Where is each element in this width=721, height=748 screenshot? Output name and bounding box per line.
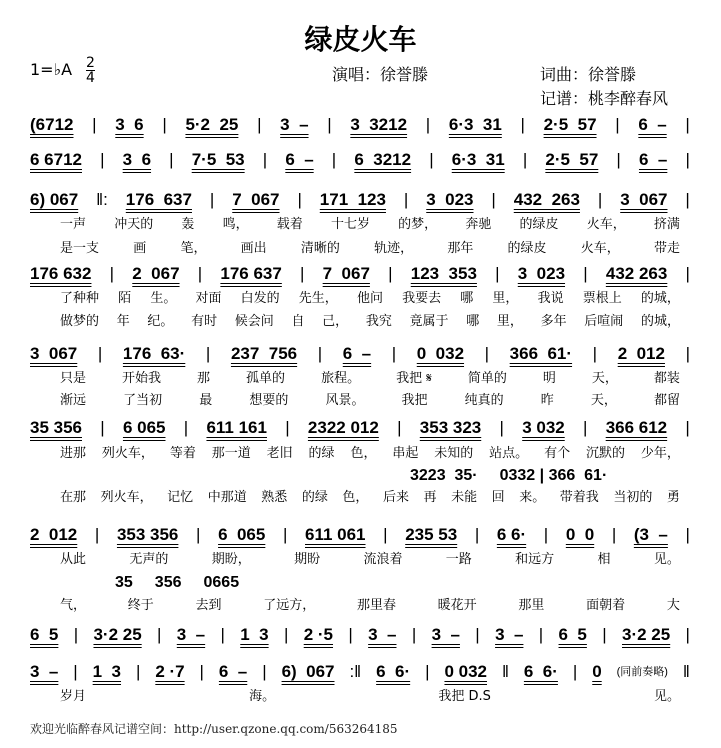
lyric-word: 等着 [169, 446, 196, 461]
lyric-word: 那里 [518, 598, 545, 613]
barline: | [97, 344, 103, 363]
measure: 7 067 [322, 264, 370, 283]
barline: | [616, 150, 621, 169]
measure: 6) 067 [30, 190, 79, 209]
measure: 432 263 [605, 264, 668, 283]
measure: 3·2 25 [622, 625, 671, 644]
lyric-word: 中那道 [207, 490, 247, 505]
lyric-word: 轨迹， [374, 241, 414, 256]
barline: | [572, 662, 578, 681]
barline: | [538, 625, 544, 644]
lyric-word: 面朝着 [586, 598, 626, 613]
measure: 176 632 [30, 264, 92, 283]
measure: 1 3 [92, 662, 122, 681]
lyric-word: 最 [199, 393, 213, 408]
lyric-word: 多年 [540, 314, 567, 329]
lyric-word: 里， [496, 314, 523, 329]
lyric-word: 他问 [356, 291, 383, 306]
time-bottom: 4 [86, 70, 95, 86]
lyric-word: 想要的 [249, 393, 289, 408]
measure: 2 ·5 [303, 625, 334, 644]
lyric-word: 都装 [653, 371, 680, 386]
lyric-word: 熟悉 [261, 490, 288, 505]
lyric-word: 气， [60, 598, 87, 613]
measure: 3 023 [517, 264, 566, 283]
notes-line [30, 523, 690, 547]
lyric-word: 有时 [191, 314, 218, 329]
barline: | [205, 344, 211, 363]
barline: | [262, 150, 268, 169]
measure: 35 356 [30, 418, 82, 437]
notes-line [30, 416, 690, 440]
measure: 7·5 53 [191, 150, 245, 169]
lyric-word: 的绿 [301, 490, 328, 505]
lyric-word: 期盼 [294, 552, 321, 567]
notes-line [30, 148, 690, 172]
barline: | [592, 344, 598, 363]
measure: 3 – [495, 625, 524, 644]
lyric-word: 相 [597, 552, 611, 567]
lyric-word: 白发的 [240, 291, 280, 306]
barline: | [100, 150, 105, 169]
lyric-word: 的城， [640, 314, 680, 329]
lyric-word: 未知的 [434, 446, 474, 461]
barline: | [397, 418, 402, 437]
barline: | [283, 625, 289, 644]
barline: | [484, 344, 490, 363]
barline: | [73, 625, 79, 644]
measure: 3 – [176, 625, 206, 644]
barline: | [157, 625, 162, 644]
lyric-word: 的绿皮 [519, 217, 559, 232]
measure: 3 023 [426, 190, 474, 209]
lyric-word: 十七岁 [330, 217, 370, 232]
lyric-word: 无声的 [129, 552, 169, 567]
measure: 2 067 [132, 264, 180, 283]
measure: 2·5 57 [545, 150, 599, 169]
lyric-word: 先生， [298, 291, 338, 306]
lyric-word: 带走 [653, 241, 680, 256]
measure: 2322 012 [307, 418, 379, 437]
key-signature: 1=♭A [30, 60, 73, 79]
song-title: 绿皮火车 [304, 23, 417, 56]
measure: 5·2 25 [185, 115, 239, 134]
measure: 123 353 [410, 264, 477, 283]
notes-line [30, 342, 690, 366]
measure: 3 067 [30, 344, 78, 363]
barline: | [685, 344, 690, 363]
lyric-word: 只是 [60, 371, 87, 386]
measure: 6 6· [523, 662, 558, 681]
lyric-word: 我把 D.S [438, 689, 491, 704]
lyric-word: 了种种 [60, 291, 100, 306]
measure: (6712 [30, 115, 74, 134]
lyric-word: 后来 [382, 490, 409, 505]
lyric-word: 那里春 [356, 598, 396, 613]
lyric-word: 站点。 [489, 446, 529, 461]
measure: 3 – [368, 625, 397, 644]
lyric-word: 我究 [365, 314, 392, 329]
barline: | [282, 525, 288, 544]
lyric-word: 大 [666, 598, 680, 613]
barline: | [285, 418, 290, 437]
lyric-word: 进那 [60, 446, 87, 461]
barline: | [474, 525, 480, 544]
lyric-word: 色， [350, 446, 377, 461]
barline: | [300, 264, 305, 283]
measure: 0 032 [444, 662, 487, 681]
measure: 6 6· [376, 662, 411, 681]
lyric-word: 海。 [249, 689, 276, 704]
measure: 3 067 [620, 190, 668, 209]
measure: 7 067 [232, 190, 280, 209]
measure: 366 61· [509, 344, 573, 363]
barline: | [197, 264, 203, 283]
lyric-word: 的梦， [398, 217, 438, 232]
barline: | [429, 150, 434, 169]
lyric-word: 我把 𝄋 [396, 371, 432, 386]
lyric-word: 暖花开 [437, 598, 477, 613]
lyric-word: 昨 [540, 393, 554, 408]
lyrics-line [60, 489, 680, 507]
barline: | [425, 115, 431, 134]
measure: 6 – [638, 150, 668, 169]
lyric-word: 列火车， [100, 490, 153, 505]
lyric-word: 竟属于 [409, 314, 449, 329]
measure: 6 5 [558, 625, 587, 644]
measure: 6 – [285, 150, 314, 169]
lyrics-line [60, 216, 680, 234]
lyric-word: 纯真的 [464, 393, 504, 408]
lyric-word: 老旧 [266, 446, 293, 461]
lyric-word: 清晰的 [300, 241, 340, 256]
measure: (3 – [633, 525, 668, 544]
lyrics-line [60, 445, 680, 463]
composer-credit: 词曲：徐誉滕 [540, 65, 637, 84]
lyric-word: 的绿 [308, 446, 335, 461]
lyric-word: 一声 [60, 217, 87, 232]
notes-line [30, 660, 690, 684]
barline: ‖: [96, 190, 108, 209]
measure: 6 6712 [30, 150, 82, 169]
measure: 366 612 [605, 418, 668, 437]
barline: | [411, 625, 417, 644]
measure: 3 6 [115, 115, 144, 134]
measure: 611 061 [305, 525, 366, 544]
measure: 611 161 [206, 418, 267, 437]
barline: | [685, 115, 690, 134]
barline: | [611, 525, 617, 544]
lyric-word: 己， [322, 314, 349, 329]
lyric-word: 风景。 [325, 393, 365, 408]
barline: | [499, 418, 504, 437]
measure: 6) 067 [281, 662, 335, 681]
measure: 3 – [431, 625, 460, 644]
lyric-word: 记忆 [167, 490, 194, 505]
measure: 1 3 [240, 625, 269, 644]
barline: | [209, 190, 215, 209]
measure: 3·2 25 [93, 625, 142, 644]
barline: | [257, 115, 262, 134]
barline: | [183, 418, 189, 437]
measure: 6 – [218, 662, 248, 681]
lyric-word: 有个 [544, 446, 571, 461]
lyric-word: 奔驰 [465, 217, 492, 232]
lyric-word: 色， [342, 490, 369, 505]
lyric-word: 火车， [586, 217, 626, 232]
lyric-word: 是一支 [60, 241, 100, 256]
lyrics-line [60, 290, 680, 308]
lyric-word: 生。 [150, 291, 177, 306]
measure: 3 3212 [350, 115, 408, 134]
lyric-word: 勇 [666, 490, 680, 505]
barline: | [388, 264, 393, 283]
measure: 6 5 [30, 625, 59, 644]
barline: | [162, 115, 167, 134]
barline: | [475, 625, 480, 644]
lyric-word: 里， [492, 291, 519, 306]
barline: | [327, 115, 332, 134]
barline: | [317, 344, 323, 363]
barline: | [262, 662, 267, 681]
lyric-word: 哪 [460, 291, 474, 306]
lyric-word: 天， [590, 393, 617, 408]
lyric-word: 鸣， [222, 217, 249, 232]
measure: 6 – [638, 115, 667, 134]
barline: | [383, 525, 388, 544]
time-top: 2 [86, 55, 95, 71]
measure: 176 63· [122, 344, 186, 363]
lyric-word: 和远方 [515, 552, 555, 567]
lyric-word: 那年 [447, 241, 474, 256]
lyric-word: 画 [133, 241, 147, 256]
barline: | [685, 418, 690, 437]
measure: 2·5 57 [543, 115, 597, 134]
lyric-word: 载着 [276, 217, 303, 232]
lyrics-line [60, 313, 680, 331]
lyric-word: 少年， [640, 446, 680, 461]
lyric-word: 那一道 [211, 446, 251, 461]
alt-notes-line [410, 466, 607, 486]
lyrics-line [60, 688, 680, 706]
lyric-word: 见。 [653, 689, 680, 704]
lyric-word: 票根上 [582, 291, 622, 306]
lyric-word: 在那 [60, 490, 87, 505]
measure: 432 263 [513, 190, 580, 209]
lyric-word: 我要去 [402, 291, 442, 306]
notes-line [30, 188, 690, 212]
lyric-word: 轰 [181, 217, 195, 232]
measure: 237 756 [230, 344, 298, 363]
barline: | [109, 264, 115, 283]
lyric-word: 火车， [580, 241, 620, 256]
barline: | [685, 150, 690, 169]
lyric-word: 旅程。 [321, 371, 361, 386]
lyric-word: 简单的 [467, 371, 507, 386]
lyric-word: 渐远 [60, 393, 87, 408]
barline: | [391, 344, 397, 363]
measure: 2 ·7 [155, 662, 185, 681]
lyric-word: 孤单的 [246, 371, 286, 386]
measure: 235 53 [405, 525, 458, 544]
lyric-word: 天， [591, 371, 618, 386]
lyric-word: 明 [542, 371, 556, 386]
lyric-word: 沉默的 [585, 446, 625, 461]
barline: | [196, 525, 201, 544]
lyric-word: 列火车， [101, 446, 154, 461]
lyrics-line [60, 551, 680, 569]
lyric-word: 做梦的 [60, 314, 100, 329]
measure: 6·3 31 [451, 150, 505, 169]
measure: 3 032 [522, 418, 565, 437]
lyric-word: 流浪着 [363, 552, 403, 567]
notes-line [30, 623, 690, 647]
barline: | [520, 115, 525, 134]
barline: | [685, 190, 690, 209]
lyric-word: 的绿皮 [507, 241, 547, 256]
lyric-word: 我说 [537, 291, 564, 306]
measure: 3 – [280, 115, 309, 134]
lyric-word: 了当初 [123, 393, 163, 408]
lyric-word: 我把 [401, 393, 428, 408]
barline: | [220, 625, 225, 644]
measure: 0665 [203, 574, 240, 591]
lyric-word: 年 [116, 314, 130, 329]
measure: 3223 35· [410, 467, 478, 484]
lyric-word: 的城， [640, 291, 680, 306]
measure: 0 0 [565, 525, 595, 544]
barline: | [94, 525, 100, 544]
barline: | [100, 418, 105, 437]
lyric-word: 再 [423, 490, 437, 505]
barline: | [495, 264, 500, 283]
lyric-word: 画出 [240, 241, 267, 256]
footer-link-text: 欢迎光临醉春风记谱空间：http://user.qzone.qq.com/563264185 [30, 722, 398, 736]
barline: | [685, 525, 690, 544]
barline: | [199, 662, 204, 681]
lyric-word: 见。 [653, 552, 680, 567]
lyric-word: 挤满 [653, 217, 680, 232]
barline: | [583, 418, 588, 437]
lyrics-line [60, 240, 680, 258]
barline: | [425, 662, 430, 681]
lyric-word: 期盼， [211, 552, 251, 567]
barline: | [135, 662, 141, 681]
measure: 356 [154, 574, 182, 591]
measure: 6 065 [122, 418, 166, 437]
measure: 353 356 [116, 525, 179, 544]
singer-credit: 演唱：徐誉滕 [332, 65, 429, 84]
measure: 6 – [342, 344, 372, 363]
lyrics-line [60, 597, 680, 615]
barline: ‖ [682, 662, 690, 681]
measure: 0 [592, 662, 602, 681]
lyrics-line [60, 392, 680, 410]
barline: | [297, 190, 302, 209]
lyric-word: 带着我 [559, 490, 599, 505]
lyric-word: 终于 [127, 598, 154, 613]
barline: | [522, 150, 528, 169]
measure: 2 012 [30, 525, 78, 544]
barline: | [92, 115, 97, 134]
measure: 6 6· [496, 525, 527, 544]
lyric-word: 串起 [392, 446, 419, 461]
measure: 0332 | 366 61· [499, 467, 608, 484]
lyrics-line [60, 370, 680, 388]
barline: | [348, 625, 353, 644]
barline: | [597, 190, 603, 209]
measure: 0 032 [416, 344, 465, 363]
lyric-word: 候会问 [234, 314, 274, 329]
barline: | [169, 150, 174, 169]
barline: | [685, 625, 690, 644]
measure: 3 6 [122, 150, 152, 169]
lyric-word: 纪。 [147, 314, 174, 329]
barline: | [491, 190, 496, 209]
barline: | [331, 150, 337, 169]
barline: | [685, 264, 690, 283]
measure: 176 637 [125, 190, 192, 209]
lyric-word: 冲天的 [114, 217, 154, 232]
notes-line [30, 113, 690, 137]
measure: 3 – [30, 662, 59, 681]
measure: 6·3 31 [448, 115, 502, 134]
measure: 353 323 [419, 418, 482, 437]
lyric-word: 对面 [195, 291, 222, 306]
lyric-word: 自 [291, 314, 305, 329]
barline: | [543, 525, 549, 544]
lyric-word: 去到 [195, 598, 222, 613]
barline: ‖ [501, 662, 509, 681]
barline: | [602, 625, 607, 644]
lyric-word: 回 [491, 490, 505, 505]
barline: :‖ [349, 662, 362, 681]
lyric-word: 来。 [519, 490, 546, 505]
measure: 35 [115, 574, 133, 591]
lyric-word: 笔， [180, 241, 207, 256]
lyric-word: 岁月 [60, 689, 87, 704]
lyric-word: 了远方， [263, 598, 316, 613]
barline: | [615, 115, 620, 134]
lyric-word: 开始我 [122, 371, 162, 386]
measure: 2 012 [617, 344, 665, 363]
lyric-word: 当初的 [613, 490, 653, 505]
barline: | [403, 190, 409, 209]
lyric-word: 从此 [60, 552, 87, 567]
lyric-word: 都留 [653, 393, 680, 408]
measure: 6 3212 [354, 150, 412, 169]
measure: 171 123 [319, 190, 386, 209]
transcriber-credit: 记谱：桃李醉春风 [540, 89, 669, 108]
lyric-word: 未能 [451, 490, 478, 505]
time-signature [86, 56, 95, 85]
measure: 176 637 [220, 264, 282, 283]
lyric-word: 陌 [118, 291, 132, 306]
measure: (同前奏略) [616, 666, 668, 678]
notes-line [30, 262, 690, 286]
lyric-word: 后喧闹 [584, 314, 624, 329]
barline: | [583, 264, 588, 283]
lyric-word: 一路 [445, 552, 472, 567]
lyric-word: 那 [197, 371, 211, 386]
measure: 6 065 [218, 525, 266, 544]
lyric-word: 哪 [466, 314, 480, 329]
alt-notes-line [115, 573, 239, 593]
barline: | [73, 662, 78, 681]
